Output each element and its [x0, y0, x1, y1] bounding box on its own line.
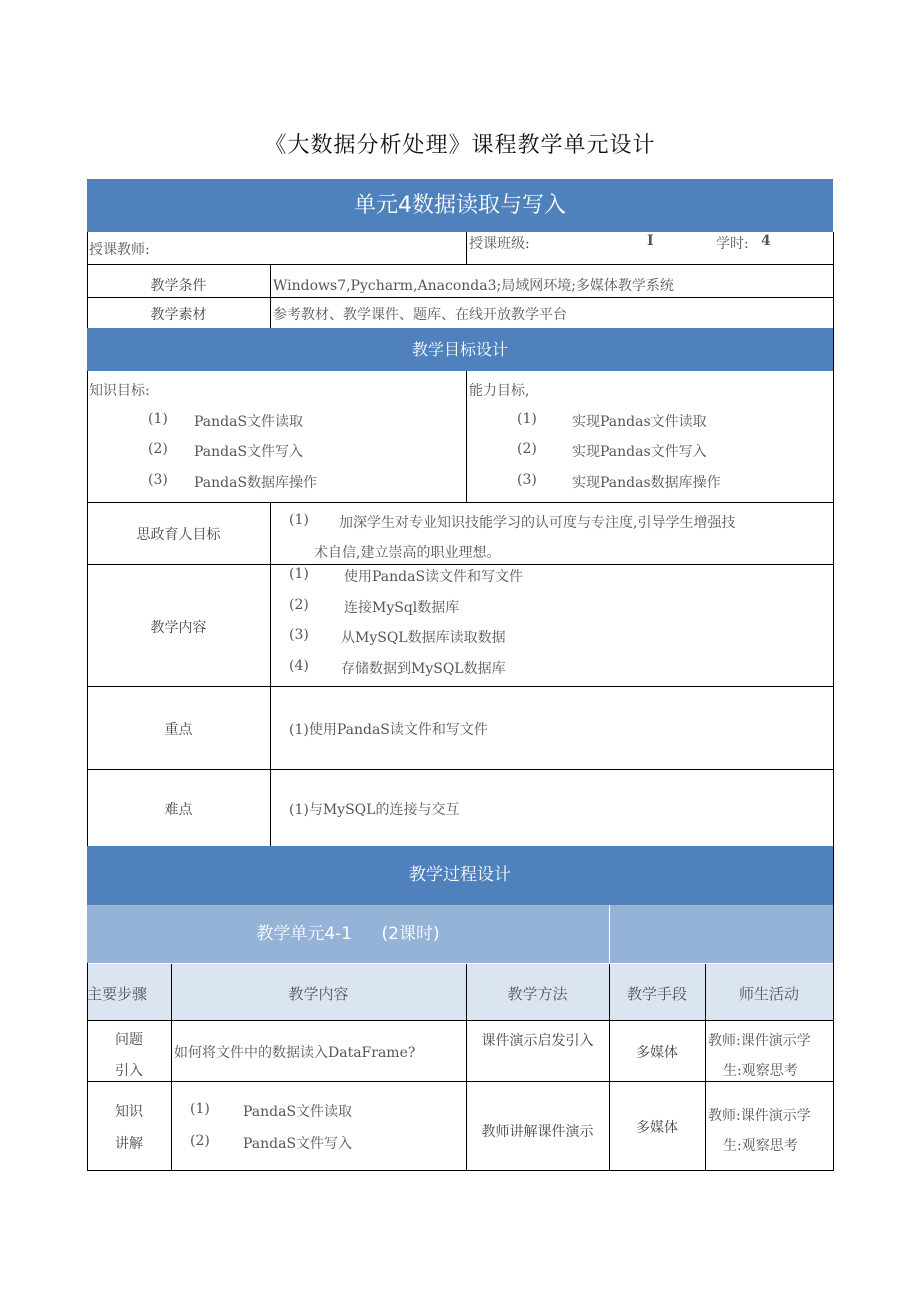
- header-step: 主要步骤: [87, 985, 148, 1003]
- knowledge-item: PandaS文件写入: [194, 444, 304, 460]
- unit-banner-text: 单元4数据读取与写入: [354, 193, 566, 218]
- content-item: 连接MySql数据库: [344, 600, 460, 616]
- content-item: 使用PandaS读文件和写文件: [344, 569, 524, 585]
- sub-unit-title: 教学单元4-1: [256, 924, 353, 944]
- hours-value: 4: [761, 233, 771, 249]
- row2-content-item: PandaS文件写入: [243, 1136, 353, 1152]
- process-banner: [87, 846, 833, 905]
- ideology-line1: 加深学生对专业知识技能学习的认可度与专注度,引导学生增强技: [339, 515, 736, 531]
- ideology-line2: 术自信,建立崇高的职业理想。: [314, 545, 501, 561]
- materials-value: 参考教材、教学课件、题库、在线开放教学平台: [273, 307, 567, 323]
- content-label: 教学内容: [150, 620, 207, 636]
- ability-item-num: (3): [517, 472, 537, 488]
- row2-content-item: PandaS文件读取: [243, 1104, 353, 1120]
- row2-content-item-num: (2): [190, 1133, 210, 1149]
- content-item-num: (2): [289, 597, 309, 613]
- ability-label: 能力目标,: [469, 383, 530, 399]
- content-item-num: (1): [289, 566, 309, 582]
- knowledge-item-num: (2): [148, 441, 168, 457]
- sub-unit-band: [87, 905, 609, 963]
- ability-item: 实现Pandas文件读取: [572, 414, 707, 430]
- header-activity: 师生活动: [738, 985, 799, 1003]
- hours-label: 学时:: [716, 236, 749, 252]
- row1-content: 如何将文件中的数据读入DataFrame?: [174, 1045, 416, 1061]
- row2-means: 多媒体: [636, 1120, 678, 1136]
- knowledge-item-num: (1): [148, 411, 168, 427]
- header-method: 教学方法: [507, 985, 568, 1003]
- header-means: 教学手段: [626, 985, 687, 1003]
- goals-banner-text: 教学目标设计: [411, 340, 508, 359]
- row1-means: 多媒体: [636, 1045, 678, 1061]
- row1-activity-line2: 生:观察思考: [723, 1063, 798, 1079]
- class-value: I: [647, 233, 654, 249]
- teacher-label: 授课教师:: [89, 242, 150, 258]
- document-title: 《大数据分析处理》课程教学单元设计: [264, 133, 656, 158]
- content-item-num: (4): [289, 658, 309, 674]
- conditions-label: 教学条件: [150, 278, 207, 294]
- class-label: 授课班级:: [469, 236, 530, 252]
- ability-item: 实现Pandas数据库操作: [572, 475, 721, 491]
- knowledge-label: 知识目标:: [89, 383, 150, 399]
- header-content: 教学内容: [288, 985, 349, 1003]
- ideology-label: 思政育人目标: [136, 527, 221, 543]
- knowledge-item: PandaS数据库操作: [194, 475, 318, 491]
- conditions-value: Windows7,Pycharm,Anaconda3;局域网环境;多媒体教学系统: [273, 278, 674, 294]
- materials-label: 教学素材: [150, 307, 207, 323]
- row1-activity-line1: 教师:课件演示学: [708, 1033, 811, 1049]
- content-item: 存储数据到MySQL数据库: [341, 661, 506, 677]
- row1-step-line1: 问题: [115, 1032, 143, 1048]
- frame-right: [833, 232, 834, 1171]
- knowledge-item-num: (3): [148, 472, 168, 488]
- row2-activity-line2: 生:观察思考: [723, 1138, 798, 1154]
- difficulty-label: 难点: [164, 802, 193, 818]
- sub-unit-hours: (2课时): [381, 924, 440, 944]
- content-item: 从MySQL数据库读取数据: [341, 630, 506, 646]
- row2-method: 教师讲解课件演示: [481, 1124, 594, 1140]
- knowledge-item: PandaS文件读取: [194, 414, 304, 430]
- goals-banner: [87, 328, 833, 371]
- key-point-label: 重点: [164, 722, 193, 738]
- content-item-num: (3): [289, 627, 309, 643]
- ability-item-num: (2): [517, 441, 537, 457]
- unit-banner: [87, 179, 833, 232]
- row2-content-item-num: (1): [190, 1101, 210, 1117]
- ability-item-num: (1): [517, 411, 537, 427]
- ability-item: 实现Pandas文件写入: [572, 444, 707, 460]
- row1-step-line2: 引入: [115, 1063, 143, 1079]
- row2-step-line2: 讲解: [115, 1136, 143, 1152]
- row2-step-line1: 知识: [115, 1104, 143, 1120]
- key-point-value: (1)使用PandaS读文件和写文件: [289, 722, 488, 738]
- row2-activity-line1: 教师:课件演示学: [708, 1108, 811, 1124]
- ideology-num: (1): [289, 512, 309, 528]
- sub-unit-band-right: [610, 905, 833, 963]
- process-banner-text: 教学过程设计: [409, 865, 511, 885]
- difficulty-value: (1)与MySQL的连接与交互: [289, 802, 460, 818]
- row1-method: 课件演示启发引入: [481, 1033, 594, 1049]
